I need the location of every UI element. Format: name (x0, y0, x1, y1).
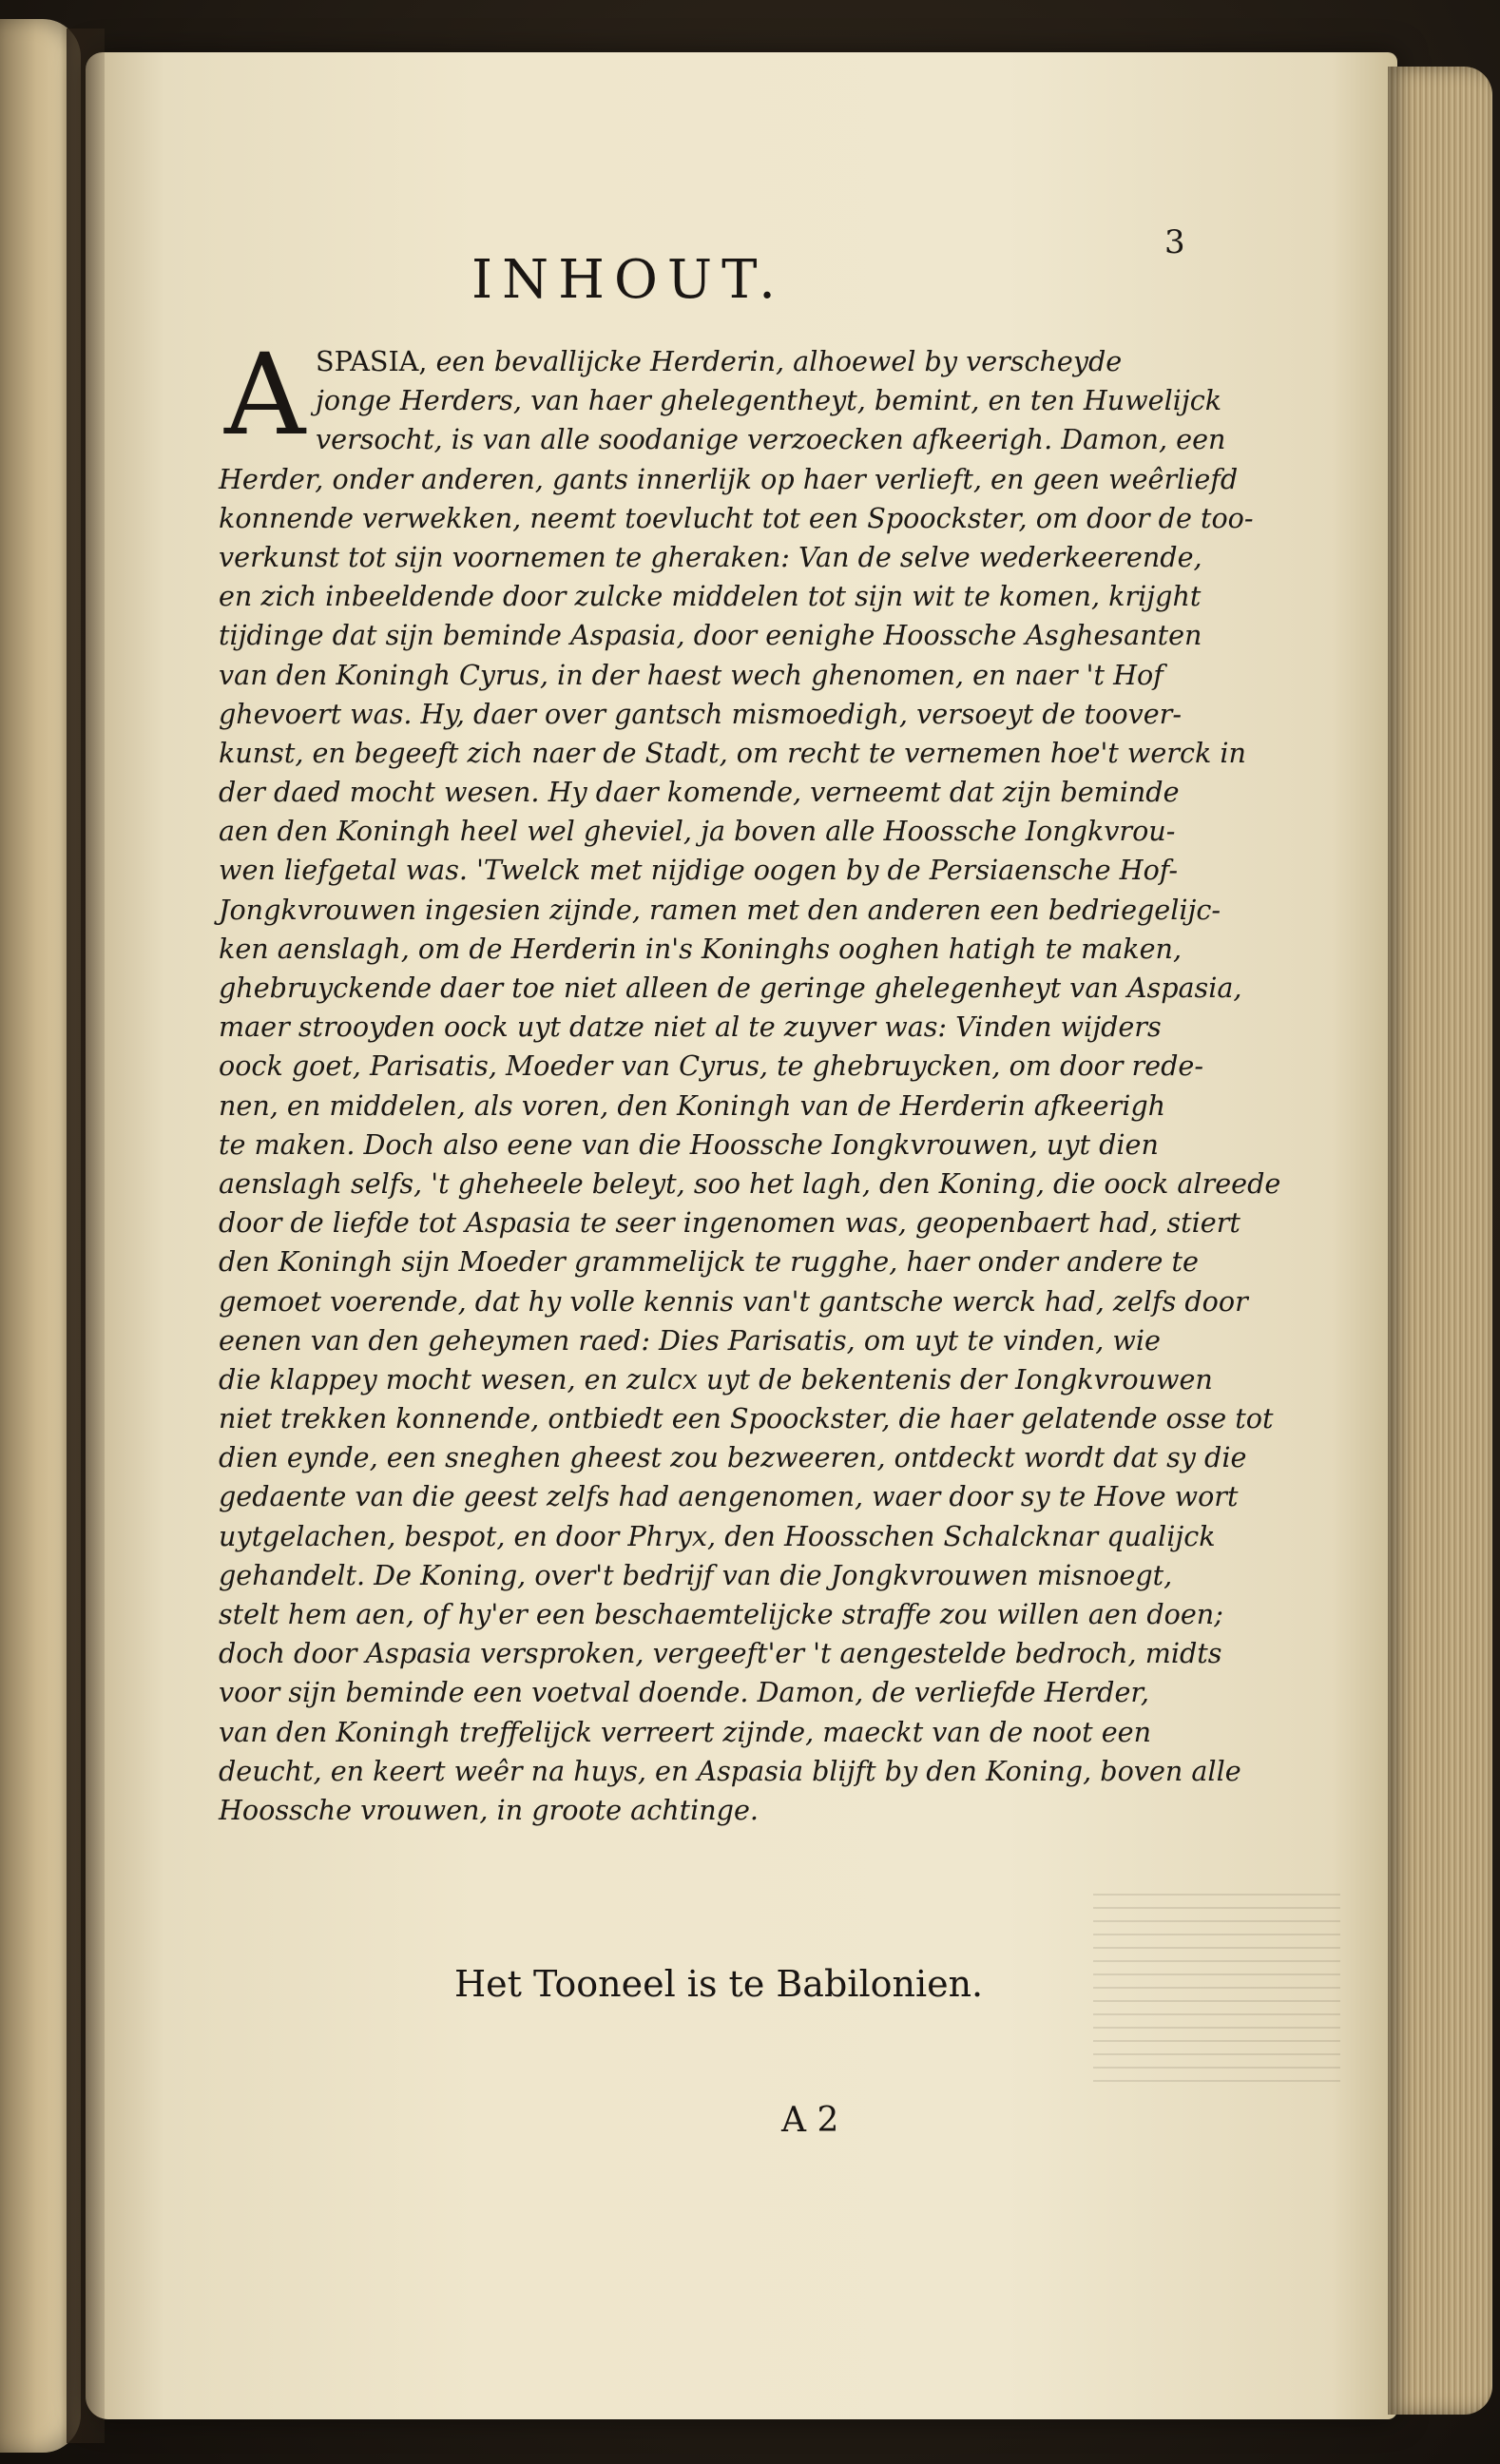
text-line: niet trekken konnende, ontbiedt een Spoockster, die haer gelatende osse tot (219, 1402, 1274, 1435)
drop-cap: A (224, 329, 306, 460)
text-line: uytgelachen, bespot, en door Phryx, den Hoosschen Schalcknar qualijck (219, 1519, 1216, 1552)
text-line: konnende verwekken, neemt toevlucht tot een Spoockster, om door de too- (219, 501, 1254, 534)
text-line: aenslagh selfs, 't gheheele beleyt, soo het lagh, den Koning, die oock alreede (219, 1166, 1281, 1200)
text-line: nen, en middelen, als voren, den Koningh van de Herderin afkeerigh (219, 1088, 1166, 1122)
show-through-text (1093, 1892, 1340, 2082)
text-line: en zich inbeeldende door zulcke middelen tot sijn wit te komen, krijght (219, 580, 1202, 613)
text-line: te maken. Doch also eene van die Hoossche Iongkvrouwen, uyt dien (219, 1127, 1159, 1161)
signature-mark: A 2 (781, 2101, 839, 2140)
text-line: der daed mocht wesen. Hy daer komende, verneemt dat zijn beminde (219, 776, 1180, 809)
text-line: jonge Herders, van haer ghelegentheyt, bemint, en ten Huwelijck (316, 384, 1222, 417)
book-gutter (67, 29, 105, 2443)
text-line: van den Koningh treffelijck verreert zijnde, maeckt van de noot een (219, 1715, 1151, 1748)
page-number: 3 (1164, 223, 1185, 261)
text-line: den Koningh sijn Moeder grammelijck te rugghe, haer onder andere te (219, 1245, 1199, 1279)
text-line: stelt hem aen, of hy'er een beschaemtelijcke straffe zou willen aen doen; (219, 1598, 1223, 1630)
text-line: ghebruyckende daer toe niet alleen de geringe ghelegenheyt van Aspasia, (219, 972, 1242, 1004)
text-line: die klappey mocht wesen, en zulcx uyt de bekentenis der Iongkvrouwen (219, 1362, 1213, 1396)
text-line: versocht, is van alle soodanige verzoecken afkeerigh. Damon, een (316, 423, 1226, 456)
text-line: deucht, en keert weêr na huys, en Aspasia blijft by den Koning, boven alle (219, 1754, 1241, 1787)
text-line: Herder, onder anderen, gants innerlijk op haer verlieft, en geen weêrliefd (219, 462, 1239, 495)
text-line: wen liefgetal was. 'Twelck met nijdige oogen by de Persiaensche Hof- (219, 854, 1179, 887)
text-line: ken aenslagh, om de Herderin in's Koninghs ooghen hatigh te maken, (219, 932, 1183, 965)
text-line: van den Koningh Cyrus, in der haest wech ghenomen, en naer 't Hof (219, 658, 1163, 691)
page-title: INHOUT. (471, 249, 785, 311)
stage-note: Het Tooneel is te Babilonien. (454, 1963, 984, 2005)
text-line: verkunst tot sijn voornemen te gheraken: Van de selve wederkeerende, (219, 540, 1202, 573)
text-line: aen den Koningh heel wel gheviel, ja boven alle Hoossche Iongkvrou- (219, 815, 1176, 848)
text-line: dien eynde, een sneghen gheest zou bezweeren, ontdeckt wordt dat sy die (219, 1441, 1247, 1474)
text-line: maer strooyden oock uyt datze niet al te zuyver was: Vinden wijders (219, 1011, 1162, 1044)
text-line: doch door Aspasia versproken, vergeeft'er 't aengestelde bedroch, midts (219, 1637, 1222, 1670)
text-line: eenen van den geheymen raed: Dies Parisatis, om uyt te vinden, wie (219, 1323, 1161, 1357)
text-line: gehandelt. De Koning, over't bedrijf van die Jongkvrouwen misnoegt, (219, 1558, 1173, 1591)
page-block-edge (1388, 67, 1492, 2415)
text-line: kunst, en begeeft zich naer de Stadt, om recht te vernemen hoe't werck in (219, 736, 1246, 769)
text-line: door de liefde tot Aspasia te seer ingenomen was, geopenbaert had, stiert (219, 1206, 1240, 1240)
summary-paragraph (219, 329, 1281, 1830)
text-line: SPASIA, een bevallijcke Herderin, alhoewel by verscheyde (316, 345, 1123, 377)
text-line: oock goet, Parisatis, Moeder van Cyrus, te ghebruycken, om door rede- (219, 1049, 1203, 1083)
text-line: gemoet voerende, dat hy volle kennis van't gantsche werck had, zelfs door (219, 1284, 1248, 1318)
small-caps-name: SPASIA, (316, 345, 428, 377)
text-line: Jongkvrouwen ingesien zijnde, ramen met den anderen een bedriegelijc- (219, 893, 1221, 926)
text-line: gedaente van die geest zelfs had aengenomen, waer door sy te Hove wort (219, 1480, 1239, 1513)
text-line: Hoossche vrouwen, in groote achtinge. (219, 1793, 759, 1826)
text-line: voor sijn beminde een voetval doende. Damon, de verliefde Herder, (219, 1676, 1150, 1709)
text-line: tijdinge dat sijn beminde Aspasia, door eenighe Hoossche Asghesanten (219, 619, 1202, 652)
text-line: ghevoert was. Hy, daer over gantsch mismoedigh, versoeyt de toover- (219, 697, 1183, 730)
